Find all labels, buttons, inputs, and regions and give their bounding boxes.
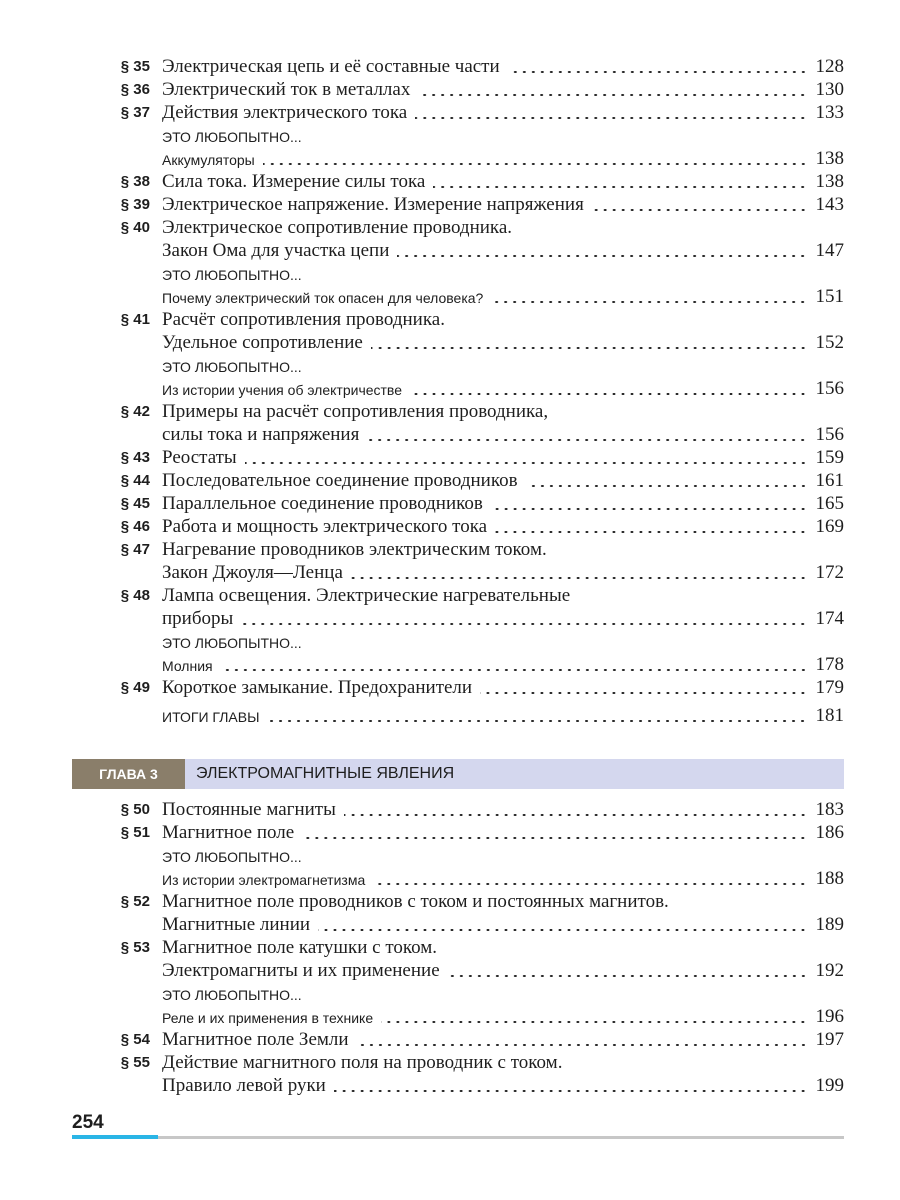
dot-leader xyxy=(508,71,808,73)
toc-line xyxy=(162,607,844,630)
dot-leader xyxy=(381,1021,807,1023)
section-number: § 35 xyxy=(120,58,150,75)
toc-entry-continued xyxy=(0,913,900,936)
section-title: ЭТО ЛЮБОПЫТНО... xyxy=(162,635,302,651)
section-number: § 55 xyxy=(120,1054,150,1071)
section-number: § 46 xyxy=(120,518,150,535)
section-page-number: 169 xyxy=(815,516,844,537)
toc-line xyxy=(162,469,844,492)
dot-leader xyxy=(526,485,808,487)
toc-line xyxy=(162,423,844,446)
toc-line xyxy=(162,1051,844,1074)
toc-entry xyxy=(0,216,900,239)
section-title: приборы xyxy=(162,608,234,629)
toc-entry xyxy=(0,170,900,193)
section-title: Реле и их применения в технике xyxy=(162,1010,374,1026)
toc-entry xyxy=(0,821,900,844)
section-title: Реостаты xyxy=(162,447,237,468)
toc-entry-continued xyxy=(0,607,900,630)
dot-leader xyxy=(433,186,807,188)
dot-leader xyxy=(263,163,808,165)
section-page-number: 178 xyxy=(815,654,844,675)
toc-entry-continued xyxy=(0,239,900,262)
toc-line xyxy=(162,704,844,727)
dot-leader xyxy=(491,508,808,510)
section-title: Электрическая цепь и её составные части xyxy=(162,56,500,77)
section-page-number: 130 xyxy=(815,79,844,100)
toc-entry xyxy=(0,492,900,515)
toc-line xyxy=(162,193,844,216)
dot-leader xyxy=(491,301,807,303)
toc-line xyxy=(162,216,844,239)
toc-entry xyxy=(0,936,900,959)
dot-leader xyxy=(415,117,807,119)
section-number: § 44 xyxy=(120,472,150,489)
dot-leader xyxy=(351,577,808,579)
toc-line xyxy=(162,124,844,147)
toc-entry xyxy=(0,890,900,913)
section-page-number: 156 xyxy=(815,424,844,445)
toc-subheading xyxy=(0,844,900,867)
page-number: 254 xyxy=(72,1112,104,1133)
section-number: § 45 xyxy=(120,495,150,512)
section-page-number: 197 xyxy=(815,1029,844,1050)
footer-accent-line xyxy=(72,1135,158,1139)
section-title: Расчёт сопротивления проводника. xyxy=(162,309,445,330)
toc-entry xyxy=(0,78,900,101)
toc-entry-continued xyxy=(0,147,900,170)
section-number: § 48 xyxy=(120,587,150,604)
section-page-number: 189 xyxy=(815,914,844,935)
section-title: ЭТО ЛЮБОПЫТНО... xyxy=(162,267,302,283)
section-page-number: 143 xyxy=(815,194,844,215)
toc-entry xyxy=(0,55,900,78)
section-page-number: 151 xyxy=(815,286,844,307)
dot-leader xyxy=(245,462,808,464)
section-title: Удельное сопротивление xyxy=(162,332,363,353)
toc-line xyxy=(162,78,844,101)
toc-line xyxy=(162,285,844,308)
toc-entry-continued xyxy=(0,331,900,354)
dot-leader xyxy=(371,347,808,349)
dot-leader xyxy=(480,692,807,694)
section-title: Постоянные магниты xyxy=(162,799,336,820)
toc-entry xyxy=(0,193,900,216)
section-title: Действия электрического тока xyxy=(162,102,408,123)
dot-leader xyxy=(373,883,807,885)
section-number: § 42 xyxy=(120,403,150,420)
toc-entry-continued xyxy=(0,423,900,446)
section-title: Магнитное поле Земли xyxy=(162,1029,349,1050)
section-page-number: 196 xyxy=(815,1006,844,1027)
toc-line xyxy=(162,400,844,423)
toc-line xyxy=(162,630,844,653)
section-title: Лампа освещения. Электрические нагревательные xyxy=(162,585,571,606)
section-number: § 50 xyxy=(120,801,150,818)
section-title: Параллельное соединение проводников xyxy=(162,493,483,514)
section-page-number: 186 xyxy=(815,822,844,843)
section-number: § 37 xyxy=(120,104,150,121)
toc-entry xyxy=(0,798,900,821)
section-page-number: 147 xyxy=(815,240,844,261)
section-page-number: 133 xyxy=(815,102,844,123)
section-title: Последовательное соединение проводников xyxy=(162,470,518,491)
toc-line xyxy=(162,913,844,936)
toc-line xyxy=(162,561,844,584)
section-number: § 51 xyxy=(120,824,150,841)
toc-entry xyxy=(0,446,900,469)
section-title: Почему электрический ток опасен для человека? xyxy=(162,290,484,306)
footer-rule xyxy=(158,1136,844,1139)
toc-entry xyxy=(0,400,900,423)
section-title: Электрическое сопротивление проводника. xyxy=(162,217,513,238)
dot-leader xyxy=(410,393,808,395)
dot-leader xyxy=(357,1044,808,1046)
section-page-number: 183 xyxy=(815,799,844,820)
section-page-number: 138 xyxy=(815,148,844,169)
toc-line xyxy=(162,821,844,844)
chapter-header xyxy=(72,759,844,789)
section-title: Электромагниты и их применение xyxy=(162,960,440,981)
section-title: ЭТО ЛЮБОПЫТНО... xyxy=(162,849,302,865)
dot-leader xyxy=(495,531,807,533)
chapter-title: ЭЛЕКТРОМАГНИТНЫЕ ЯВЛЕНИЯ xyxy=(196,765,455,782)
section-page-number: 179 xyxy=(815,677,844,698)
toc-line xyxy=(162,101,844,124)
section-title: Из истории учения об электричестве xyxy=(162,382,402,398)
section-title: Электрический ток в металлах xyxy=(162,79,411,100)
section-number: § 40 xyxy=(120,219,150,236)
toc-entry-continued xyxy=(0,377,900,400)
toc-line xyxy=(162,1005,844,1028)
section-page-number: 159 xyxy=(815,447,844,468)
section-title: Сила тока. Измерение силы тока xyxy=(162,171,426,192)
section-page-number: 138 xyxy=(815,171,844,192)
section-page-number: 181 xyxy=(815,705,844,726)
section-title: ЭТО ЛЮБОПЫТНО... xyxy=(162,129,302,145)
section-title: Работа и мощность электрического тока xyxy=(162,516,488,537)
toc-entry xyxy=(0,584,900,607)
dot-leader xyxy=(418,94,807,96)
toc-entry xyxy=(0,1028,900,1051)
toc-entry-continued xyxy=(0,959,900,982)
dot-leader xyxy=(367,439,807,441)
section-number: § 53 xyxy=(120,939,150,956)
toc-line xyxy=(162,446,844,469)
section-number: § 52 xyxy=(120,893,150,910)
section-number: § 47 xyxy=(120,541,150,558)
toc-entry-continued xyxy=(0,1005,900,1028)
toc-entry-continued xyxy=(0,867,900,890)
toc-line xyxy=(162,1074,844,1097)
toc-line xyxy=(162,331,844,354)
toc-entry xyxy=(0,101,900,124)
toc-line xyxy=(162,959,844,982)
toc-line xyxy=(162,936,844,959)
section-page-number: 172 xyxy=(815,562,844,583)
toc-line xyxy=(162,676,844,699)
toc-entry xyxy=(0,469,900,492)
toc-line xyxy=(162,867,844,890)
toc-subheading xyxy=(0,630,900,653)
section-number: § 54 xyxy=(120,1031,150,1048)
toc-line xyxy=(162,584,844,607)
chapter-label: ГЛАВА 3 xyxy=(72,759,185,789)
dot-leader xyxy=(318,929,807,931)
section-title: Правило левой руки xyxy=(162,1075,326,1096)
toc-line xyxy=(162,55,844,78)
toc-line xyxy=(162,170,844,193)
section-title: Действие магнитного поля на проводник с током. xyxy=(162,1052,563,1073)
toc-line xyxy=(162,982,844,1005)
section-title: ЭТО ЛЮБОПЫТНО... xyxy=(162,359,302,375)
toc-entry xyxy=(0,676,900,699)
section-title: Закон Джоуля—Ленца xyxy=(162,562,343,583)
section-number: § 49 xyxy=(120,679,150,696)
toc-entry-continued xyxy=(0,285,900,308)
toc-entry-continued xyxy=(0,704,900,727)
section-title: ЭТО ЛЮБОПЫТНО... xyxy=(162,987,302,1003)
section-title: Из истории электромагнетизма xyxy=(162,872,366,888)
toc-entry xyxy=(0,308,900,331)
toc-entry xyxy=(0,1051,900,1074)
section-number: § 39 xyxy=(120,196,150,213)
section-title: Магнитное поле проводников с током и постоянных магнитов. xyxy=(162,891,669,912)
toc-entry xyxy=(0,538,900,561)
dot-leader xyxy=(267,720,807,722)
section-page-number: 165 xyxy=(815,493,844,514)
toc-line xyxy=(162,308,844,331)
section-page-number: 199 xyxy=(815,1075,844,1096)
section-page-number: 161 xyxy=(815,470,844,491)
section-title: Магнитное поле катушки с током. xyxy=(162,937,438,958)
section-title: Примеры на расчёт сопротивления проводника, xyxy=(162,401,549,422)
toc-line xyxy=(162,1028,844,1051)
section-title: Аккумуляторы xyxy=(162,152,255,168)
dot-leader xyxy=(448,975,808,977)
section-page-number: 128 xyxy=(815,56,844,77)
section-title: Закон Ома для участка цепи xyxy=(162,240,390,261)
section-number: § 43 xyxy=(120,449,150,466)
toc-line xyxy=(162,147,844,170)
section-page-number: 174 xyxy=(815,608,844,629)
dot-leader xyxy=(241,623,807,625)
section-title: Нагревание проводников электрическим током. xyxy=(162,539,547,560)
section-number: § 41 xyxy=(120,311,150,328)
section-page-number: 188 xyxy=(815,868,844,889)
toc-line xyxy=(162,538,844,561)
toc-entry xyxy=(0,515,900,538)
toc-line xyxy=(162,492,844,515)
toc-line xyxy=(162,239,844,262)
toc-entry-continued xyxy=(0,653,900,676)
dot-leader xyxy=(221,669,808,671)
section-title: Молния xyxy=(162,658,213,674)
toc-line xyxy=(162,262,844,285)
toc-line xyxy=(162,377,844,400)
dot-leader xyxy=(397,255,807,257)
dot-leader xyxy=(344,814,808,816)
toc-entry-continued xyxy=(0,561,900,584)
toc-subheading xyxy=(0,354,900,377)
section-title: ИТОГИ ГЛАВЫ xyxy=(162,709,260,725)
section-title: Короткое замыкание. Предохранители xyxy=(162,677,473,698)
toc-subheading xyxy=(0,124,900,147)
toc-line xyxy=(162,653,844,676)
dot-leader xyxy=(334,1090,808,1092)
toc-subheading xyxy=(0,262,900,285)
toc-entry-continued xyxy=(0,1074,900,1097)
toc-subheading xyxy=(0,982,900,1005)
section-title: Магнитное поле xyxy=(162,822,295,843)
section-page-number: 152 xyxy=(815,332,844,353)
toc-line xyxy=(162,890,844,913)
toc-line xyxy=(162,844,844,867)
section-title: силы тока и напряжения xyxy=(162,424,360,445)
toc-line xyxy=(162,515,844,538)
section-title: Электрическое напряжение. Измерение напряжения xyxy=(162,194,584,215)
section-number: § 38 xyxy=(120,173,150,190)
section-number: § 36 xyxy=(120,81,150,98)
toc-line xyxy=(162,798,844,821)
dot-leader xyxy=(302,837,807,839)
section-page-number: 192 xyxy=(815,960,844,981)
toc-line xyxy=(162,354,844,377)
dot-leader xyxy=(592,209,808,211)
section-title: Магнитные линии xyxy=(162,914,311,935)
section-page-number: 156 xyxy=(815,378,844,399)
